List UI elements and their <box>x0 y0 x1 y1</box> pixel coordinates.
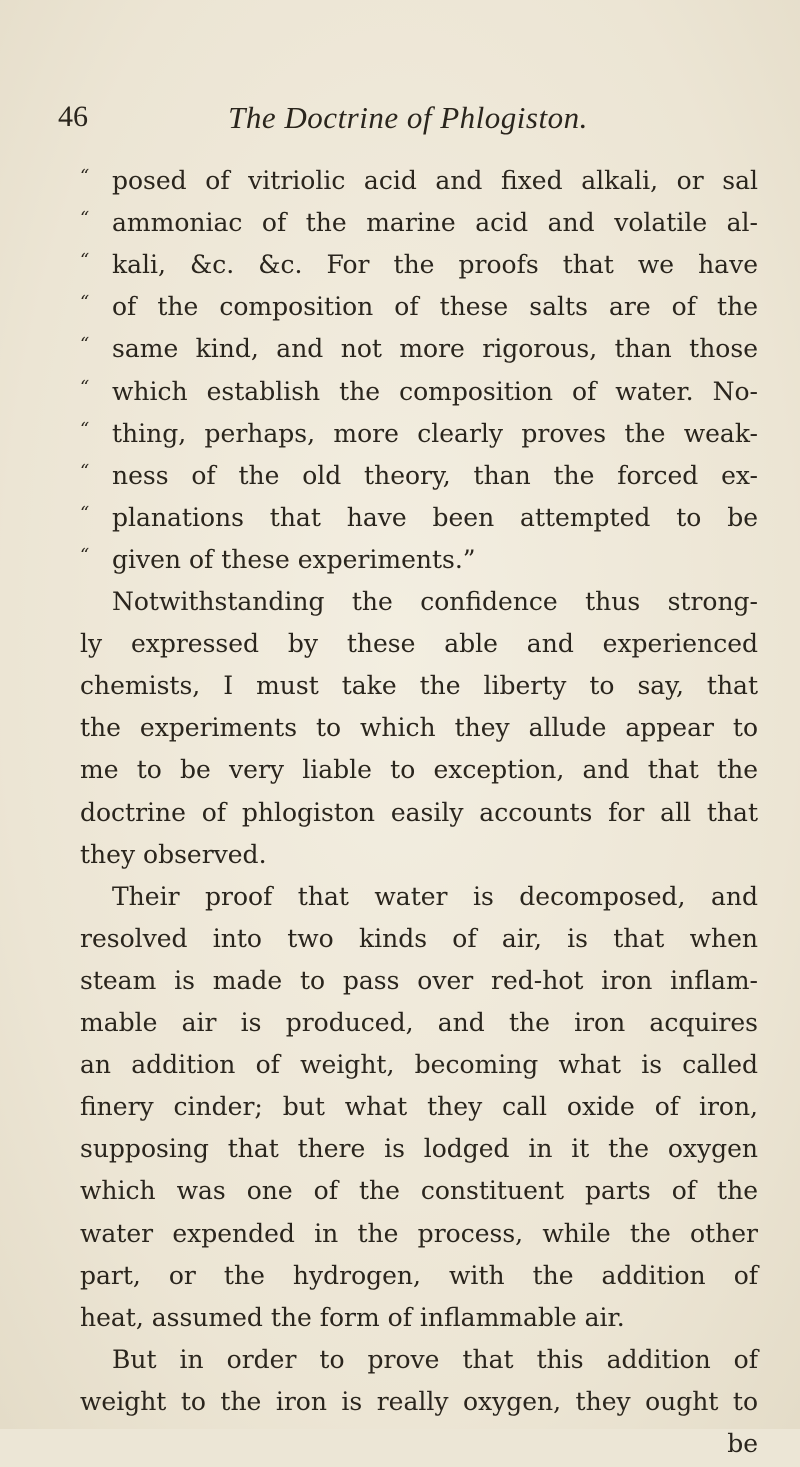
line-text: water expended in the process, while the other <box>80 1218 758 1248</box>
line-text: weight to the iron is really oxygen, they ought to <box>80 1386 758 1416</box>
line-text: which was one of the constituent parts of the <box>80 1176 758 1206</box>
line-text: Notwithstanding the confidence thus strong- <box>112 587 758 616</box>
quote-mark: “ <box>80 250 90 272</box>
page-number: 46 <box>58 100 88 133</box>
line-text: same kind, and not more rigorous, than those <box>112 334 758 364</box>
text-line <box>0 747 800 793</box>
quote-mark: “ <box>80 418 90 440</box>
text-line <box>0 200 800 246</box>
quote-mark: “ <box>80 544 90 566</box>
text-line <box>0 663 800 709</box>
line-text: kali, &c. &c. For the proofs that we have <box>112 250 758 280</box>
text-line <box>0 621 800 667</box>
line-text: ly expressed by these able and experienced <box>80 629 758 659</box>
text-line <box>0 242 800 288</box>
text-line <box>0 411 800 457</box>
line-text: supposing that there is lodged in it the oxygen <box>80 1134 758 1164</box>
line-text: be <box>727 1429 758 1458</box>
quote-mark: “ <box>80 166 90 187</box>
line-text: mable air is produced, and the iron acquires <box>80 1008 758 1037</box>
line-text: finery cinder; but what they call oxide of iron, <box>80 1092 758 1122</box>
line-text: given of these experiments.” <box>112 544 476 574</box>
line-text: planations that have been attempted to be <box>112 502 758 532</box>
text-line <box>0 369 800 415</box>
line-text: thing, perhaps, more clearly proves the weak- <box>112 418 758 448</box>
quote-mark: “ <box>80 376 90 398</box>
text-line <box>0 537 800 583</box>
quote-mark: “ <box>80 460 90 482</box>
text-line <box>0 1126 800 1172</box>
line-text: which establish the composition of water. No- <box>112 376 758 406</box>
line-text: part, or the hydrogen, with the addition of <box>80 1260 758 1290</box>
text-line <box>0 495 800 541</box>
line-text: heat, assumed the form of inflammable air. <box>80 1302 625 1332</box>
text-line <box>0 705 800 751</box>
line-text: an addition of weight, becoming what is called <box>80 1050 758 1080</box>
quote-mark: “ <box>80 292 90 314</box>
text-line <box>0 874 800 920</box>
text-line <box>0 453 800 499</box>
line-text: ness of the old theory, than the forced ex- <box>112 460 758 490</box>
line-text: chemists, I must take the liberty to say, that <box>80 671 758 701</box>
text-line <box>0 1421 800 1467</box>
line-text: the experiments to which they allude appear to <box>80 713 758 743</box>
text-line <box>0 1379 800 1425</box>
line-text: me to be very liable to exception, and that the <box>80 755 758 785</box>
line-text: Their proof that water is decomposed, and <box>112 881 758 911</box>
text-line <box>0 832 800 878</box>
line-text: steam is made to pass over red-hot iron inflam- <box>80 965 758 995</box>
quote-mark: “ <box>80 334 90 356</box>
line-text: of the composition of these salts are of the <box>112 292 758 322</box>
line-text: posed of vitriolic acid and fixed alkali, or sal <box>112 166 758 195</box>
text-line <box>0 1337 800 1383</box>
text-line <box>0 1168 800 1214</box>
text-line <box>0 326 800 372</box>
text-line <box>0 958 800 1004</box>
text-line <box>0 158 800 204</box>
quote-mark: “ <box>80 208 90 230</box>
text-line <box>0 1211 800 1257</box>
text-line <box>0 1042 800 1088</box>
text-line <box>0 579 800 625</box>
text-line <box>0 916 800 962</box>
line-text: resolved into two kinds of air, is that when <box>80 923 758 953</box>
quote-mark: “ <box>80 502 90 524</box>
running-title: The Doctrine of Phlogiston. <box>228 100 588 135</box>
text-line <box>0 1084 800 1130</box>
text-line <box>0 1253 800 1299</box>
line-text: doctrine of phlogiston easily accounts for all that <box>80 797 758 827</box>
text-line <box>0 284 800 330</box>
line-text: ammoniac of the marine acid and volatile al- <box>112 208 758 238</box>
page-header <box>58 100 758 140</box>
text-line <box>0 790 800 836</box>
line-text: But in order to prove that this addition of <box>112 1344 758 1374</box>
text-line <box>0 1295 800 1341</box>
line-text: they observed. <box>80 839 267 869</box>
text-line <box>0 1000 800 1046</box>
